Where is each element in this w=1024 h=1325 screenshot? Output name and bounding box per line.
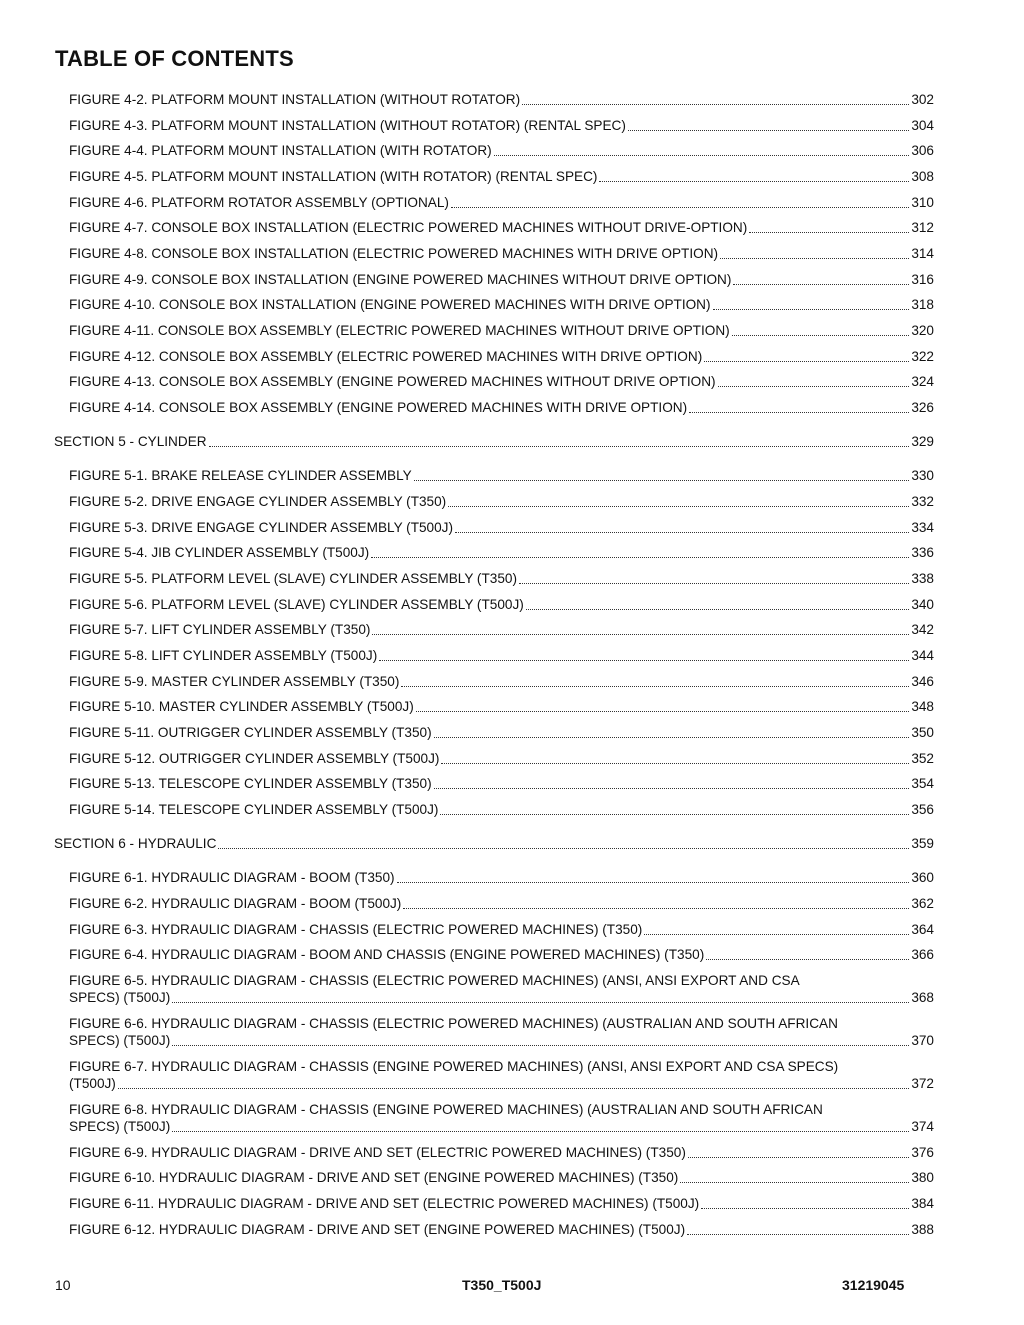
leader-dots bbox=[687, 1233, 909, 1235]
toc-entry-label: FIGURE 5-1. BRAKE RELEASE CYLINDER ASSEMBLY bbox=[69, 468, 412, 483]
toc-entry-label: FIGURE 6-11. HYDRAULIC DIAGRAM - DRIVE AND SET (ELECTRIC POWERED MACHINES) (T500J) bbox=[69, 1196, 700, 1211]
toc-entry-label: FIGURE 5-13. TELESCOPE CYLINDER ASSEMBLY (T350) bbox=[69, 776, 432, 791]
leader-dots bbox=[526, 608, 910, 610]
leader-dots bbox=[704, 360, 909, 362]
leader-dots bbox=[718, 385, 910, 387]
toc-entry[interactable] bbox=[69, 349, 934, 365]
toc-entry-label: FIGURE 5-8. LIFT CYLINDER ASSEMBLY (T500J) bbox=[69, 648, 378, 663]
leader-dots bbox=[522, 103, 909, 105]
toc-entry[interactable] bbox=[69, 468, 934, 484]
toc-entry-label: FIGURE 6-3. HYDRAULIC DIAGRAM - CHASSIS (ELECTRIC POWERED MACHINES) (T350) bbox=[69, 922, 643, 937]
leader-dots bbox=[371, 556, 909, 558]
leader-dots bbox=[455, 531, 909, 533]
toc-entry[interactable] bbox=[69, 699, 934, 715]
toc-entry-label: FIGURE 4-2. PLATFORM MOUNT INSTALLATION (WITHOUT ROTATOR) bbox=[69, 92, 521, 107]
toc-entry-label: FIGURE 4-5. PLATFORM MOUNT INSTALLATION (WITH ROTATOR) (RENTAL SPEC) bbox=[69, 169, 598, 184]
toc-entry[interactable] bbox=[69, 220, 934, 236]
toc-entry[interactable] bbox=[69, 802, 934, 818]
toc-entry-page: 332 bbox=[911, 494, 934, 509]
toc-entry-label: FIGURE 5-14. TELESCOPE CYLINDER ASSEMBLY (T500J) bbox=[69, 802, 439, 817]
leader-dots bbox=[720, 257, 909, 259]
toc-entry-label: FIGURE 6-9. HYDRAULIC DIAGRAM - DRIVE AND SET (ELECTRIC POWERED MACHINES) (T350) bbox=[69, 1145, 686, 1160]
toc-entry-label: FIGURE 6-10. HYDRAULIC DIAGRAM - DRIVE AND SET (ENGINE POWERED MACHINES) (T350) bbox=[69, 1170, 679, 1185]
toc-entry-label: FIGURE 6-2. HYDRAULIC DIAGRAM - BOOM (T500J) bbox=[69, 896, 402, 911]
toc-entry-page: 364 bbox=[911, 922, 934, 937]
toc-entry-page: 360 bbox=[911, 870, 934, 885]
toc-entry[interactable] bbox=[69, 143, 934, 159]
toc-entry[interactable] bbox=[69, 870, 934, 886]
leader-dots bbox=[172, 1130, 909, 1132]
toc-entry-label-continued: SPECS) (T500J) bbox=[69, 1119, 171, 1134]
toc-entry-label: FIGURE 4-4. PLATFORM MOUNT INSTALLATION (WITH ROTATOR) bbox=[69, 143, 492, 158]
leader-dots bbox=[689, 411, 909, 413]
toc-entry-label: FIGURE 4-6. PLATFORM ROTATOR ASSEMBLY (OPTIONAL) bbox=[69, 195, 449, 210]
toc-entry[interactable] bbox=[69, 169, 934, 185]
toc-entry[interactable] bbox=[69, 246, 934, 262]
toc-entry-label: FIGURE 5-2. DRIVE ENGAGE CYLINDER ASSEMBLY (T350) bbox=[69, 494, 447, 509]
leader-dots bbox=[118, 1087, 909, 1089]
toc-entry-page: 348 bbox=[911, 699, 934, 714]
leader-dots bbox=[414, 479, 910, 481]
toc-entry-page: 362 bbox=[911, 896, 934, 911]
leader-dots bbox=[628, 129, 909, 131]
toc-entry[interactable] bbox=[69, 323, 934, 339]
leader-dots bbox=[451, 206, 909, 208]
leader-dots bbox=[749, 231, 909, 233]
footer-page-number: 10 bbox=[55, 1277, 71, 1293]
toc-entry-label: FIGURE 4-14. CONSOLE BOX ASSEMBLY (ENGINE POWERED MACHINES WITH DRIVE OPTION) bbox=[69, 400, 688, 415]
leader-dots bbox=[209, 445, 910, 447]
toc-entry-label-continued: (T500J) bbox=[69, 1076, 116, 1091]
leader-dots bbox=[680, 1181, 909, 1183]
leader-dots bbox=[713, 308, 910, 310]
leader-dots bbox=[401, 685, 909, 687]
toc-entry-label: FIGURE 5-4. JIB CYLINDER ASSEMBLY (T500J) bbox=[69, 545, 370, 560]
footer-doc-number: 31219045 bbox=[842, 1277, 905, 1293]
leader-dots bbox=[379, 659, 909, 661]
toc-entry-label: FIGURE 6-6. HYDRAULIC DIAGRAM - CHASSIS (ELECTRIC POWERED MACHINES) (AUSTRALIAN AND SOUTH AFRICAN bbox=[69, 1016, 838, 1031]
toc-entry[interactable] bbox=[69, 297, 934, 313]
toc-entry-label-continued: SPECS) (T500J) bbox=[69, 1033, 171, 1048]
toc-entry[interactable] bbox=[69, 896, 934, 912]
toc-entry[interactable] bbox=[69, 947, 934, 963]
toc-section-entry[interactable] bbox=[54, 434, 934, 450]
leader-dots bbox=[397, 881, 910, 883]
toc-entry-page: 346 bbox=[911, 674, 934, 689]
leader-dots bbox=[372, 633, 909, 635]
toc-entry-page: 312 bbox=[911, 220, 934, 235]
toc-entry[interactable] bbox=[69, 1015, 934, 1049]
toc-entry[interactable] bbox=[69, 272, 934, 288]
toc-entry-label: SECTION 5 - CYLINDER bbox=[54, 434, 207, 449]
toc-entry-page: 354 bbox=[911, 776, 934, 791]
leader-dots bbox=[172, 1001, 909, 1003]
toc-entry-label: FIGURE 5-3. DRIVE ENGAGE CYLINDER ASSEMBLY (T500J) bbox=[69, 520, 454, 535]
toc-entry[interactable] bbox=[69, 520, 934, 536]
toc-entry-page: 304 bbox=[911, 118, 934, 133]
toc-entry-page: 314 bbox=[911, 246, 934, 261]
leader-dots bbox=[440, 813, 909, 815]
toc-entry-page: 370 bbox=[911, 1033, 934, 1048]
toc-entry[interactable] bbox=[69, 776, 934, 792]
toc-entry-label: FIGURE 6-1. HYDRAULIC DIAGRAM - BOOM (T350) bbox=[69, 870, 395, 885]
leader-dots bbox=[701, 1207, 909, 1209]
toc-entry[interactable] bbox=[69, 118, 934, 134]
toc-entry-label: FIGURE 5-12. OUTRIGGER CYLINDER ASSEMBLY (T500J) bbox=[69, 751, 440, 766]
toc-entry-label: FIGURE 5-6. PLATFORM LEVEL (SLAVE) CYLINDER ASSEMBLY (T500J) bbox=[69, 597, 524, 612]
leader-dots bbox=[172, 1044, 909, 1046]
toc-entry-page: 322 bbox=[911, 349, 934, 364]
toc-entry-page: 376 bbox=[911, 1145, 934, 1160]
leader-dots bbox=[218, 847, 909, 849]
leader-dots bbox=[733, 283, 909, 285]
toc-entry[interactable] bbox=[69, 400, 934, 416]
toc-entry-label: FIGURE 6-7. HYDRAULIC DIAGRAM - CHASSIS (ENGINE POWERED MACHINES) (ANSI, ANSI EXPORT AND CSA SPECS) bbox=[69, 1059, 839, 1074]
toc-entry-page: 350 bbox=[911, 725, 934, 740]
toc-entry[interactable] bbox=[69, 571, 934, 587]
toc-entry[interactable] bbox=[69, 1058, 934, 1092]
toc-entry-page: 352 bbox=[911, 751, 934, 766]
leader-dots bbox=[494, 154, 910, 156]
toc-entry-page: 372 bbox=[911, 1076, 934, 1091]
toc-entry-page: 374 bbox=[911, 1119, 934, 1134]
toc-entry[interactable] bbox=[69, 374, 934, 390]
toc-entry-page: 336 bbox=[911, 545, 934, 560]
leader-dots bbox=[403, 907, 909, 909]
toc-entry-label: SECTION 6 - HYDRAULIC bbox=[54, 836, 217, 851]
toc-entry-label: FIGURE 5-7. LIFT CYLINDER ASSEMBLY (T350) bbox=[69, 622, 371, 637]
toc-entry-page: 368 bbox=[911, 990, 934, 1005]
toc-entry[interactable] bbox=[69, 1101, 934, 1135]
toc-entry-page: 316 bbox=[911, 272, 934, 287]
toc-entry-label: FIGURE 4-8. CONSOLE BOX INSTALLATION (ELECTRIC POWERED MACHINES WITH DRIVE OPTION) bbox=[69, 246, 719, 261]
page-title: TABLE OF CONTENTS bbox=[55, 46, 294, 71]
leader-dots bbox=[434, 787, 910, 789]
leader-dots bbox=[441, 762, 909, 764]
toc-entry-page: 330 bbox=[911, 468, 934, 483]
toc-entry[interactable] bbox=[69, 1170, 934, 1186]
toc-entry-page: 308 bbox=[911, 169, 934, 184]
toc-entry-page: 324 bbox=[911, 374, 934, 389]
toc-entry[interactable] bbox=[69, 922, 934, 938]
toc-entry-page: 320 bbox=[911, 323, 934, 338]
leader-dots bbox=[434, 736, 910, 738]
toc-entry-page: 318 bbox=[911, 297, 934, 312]
toc-entry-label: FIGURE 6-5. HYDRAULIC DIAGRAM - CHASSIS (ELECTRIC POWERED MACHINES) (ANSI, ANSI EXPORT AND CSA bbox=[69, 973, 800, 988]
toc-entry[interactable] bbox=[69, 494, 934, 510]
toc-entry-page: 302 bbox=[911, 92, 934, 107]
toc-entry-label-continued: SPECS) (T500J) bbox=[69, 990, 171, 1005]
toc-entry[interactable] bbox=[69, 1222, 934, 1238]
toc-entry[interactable] bbox=[69, 972, 934, 1006]
toc-entry-label: FIGURE 4-12. CONSOLE BOX ASSEMBLY (ELECTRIC POWERED MACHINES WITH DRIVE OPTION) bbox=[69, 349, 703, 364]
leader-dots bbox=[644, 933, 909, 935]
toc-entry-label: FIGURE 5-10. MASTER CYLINDER ASSEMBLY (T500J) bbox=[69, 699, 414, 714]
toc-entry-page: 310 bbox=[911, 195, 934, 210]
toc-entry-label: FIGURE 6-8. HYDRAULIC DIAGRAM - CHASSIS (ENGINE POWERED MACHINES) (AUSTRALIAN AND SOUTH AFRICAN bbox=[69, 1102, 823, 1117]
toc-entry[interactable] bbox=[69, 1196, 934, 1212]
toc-entry-page: 356 bbox=[911, 802, 934, 817]
toc-section-entry[interactable] bbox=[54, 836, 934, 852]
leader-dots bbox=[732, 334, 910, 336]
toc-entry-page: 334 bbox=[911, 520, 934, 535]
toc-entry-page: 340 bbox=[911, 597, 934, 612]
toc-entry-label: FIGURE 4-11. CONSOLE BOX ASSEMBLY (ELECTRIC POWERED MACHINES WITHOUT DRIVE OPTION) bbox=[69, 323, 730, 338]
toc-entry[interactable] bbox=[69, 195, 934, 211]
toc-entry-label: FIGURE 5-9. MASTER CYLINDER ASSEMBLY (T350) bbox=[69, 674, 400, 689]
toc-entry-page: 359 bbox=[911, 836, 934, 851]
toc-entry-page: 342 bbox=[911, 622, 934, 637]
toc-entry[interactable] bbox=[69, 622, 934, 638]
leader-dots bbox=[599, 180, 909, 182]
toc-entry-label: FIGURE 5-11. OUTRIGGER CYLINDER ASSEMBLY (T350) bbox=[69, 725, 432, 740]
toc-entry-label: FIGURE 6-4. HYDRAULIC DIAGRAM - BOOM AND CHASSIS (ENGINE POWERED MACHINES) (T350) bbox=[69, 947, 705, 962]
leader-dots bbox=[706, 958, 909, 960]
toc-entry-page: 384 bbox=[911, 1196, 934, 1211]
toc-entry[interactable] bbox=[69, 751, 934, 767]
leader-dots bbox=[519, 582, 909, 584]
toc-entry-page: 329 bbox=[911, 434, 934, 449]
leader-dots bbox=[688, 1156, 909, 1158]
toc-entry[interactable] bbox=[69, 545, 934, 561]
toc-entry[interactable] bbox=[69, 597, 934, 613]
toc-entry[interactable] bbox=[69, 1145, 934, 1161]
footer-model: T350_T500J bbox=[462, 1277, 542, 1293]
toc-entry[interactable] bbox=[69, 725, 934, 741]
toc-entry[interactable] bbox=[69, 92, 934, 108]
toc-entry-label: FIGURE 4-9. CONSOLE BOX INSTALLATION (ENGINE POWERED MACHINES WITHOUT DRIVE OPTION) bbox=[69, 272, 732, 287]
leader-dots bbox=[448, 505, 909, 507]
toc-entry-page: 344 bbox=[911, 648, 934, 663]
toc-entry-label: FIGURE 6-12. HYDRAULIC DIAGRAM - DRIVE AND SET (ENGINE POWERED MACHINES) (T500J) bbox=[69, 1222, 686, 1237]
toc-entry-label: FIGURE 4-10. CONSOLE BOX INSTALLATION (ENGINE POWERED MACHINES WITH DRIVE OPTION) bbox=[69, 297, 711, 312]
toc-entry-label: FIGURE 4-7. CONSOLE BOX INSTALLATION (ELECTRIC POWERED MACHINES WITHOUT DRIVE-OPTION) bbox=[69, 220, 748, 235]
toc-entry-page: 306 bbox=[911, 143, 934, 158]
toc-entry-label: FIGURE 5-5. PLATFORM LEVEL (SLAVE) CYLINDER ASSEMBLY (T350) bbox=[69, 571, 517, 586]
toc-entry-page: 366 bbox=[911, 947, 934, 962]
toc-entry-page: 338 bbox=[911, 571, 934, 586]
toc-entry[interactable] bbox=[69, 648, 934, 664]
toc-entry-page: 326 bbox=[911, 400, 934, 415]
toc-entry-page: 388 bbox=[911, 1222, 934, 1237]
toc-entry-page: 380 bbox=[911, 1170, 934, 1185]
toc-entry-label: FIGURE 4-13. CONSOLE BOX ASSEMBLY (ENGINE POWERED MACHINES WITHOUT DRIVE OPTION) bbox=[69, 374, 716, 389]
toc-entry-label: FIGURE 4-3. PLATFORM MOUNT INSTALLATION (WITHOUT ROTATOR) (RENTAL SPEC) bbox=[69, 118, 626, 133]
toc-entry[interactable] bbox=[69, 674, 934, 690]
leader-dots bbox=[416, 710, 910, 712]
